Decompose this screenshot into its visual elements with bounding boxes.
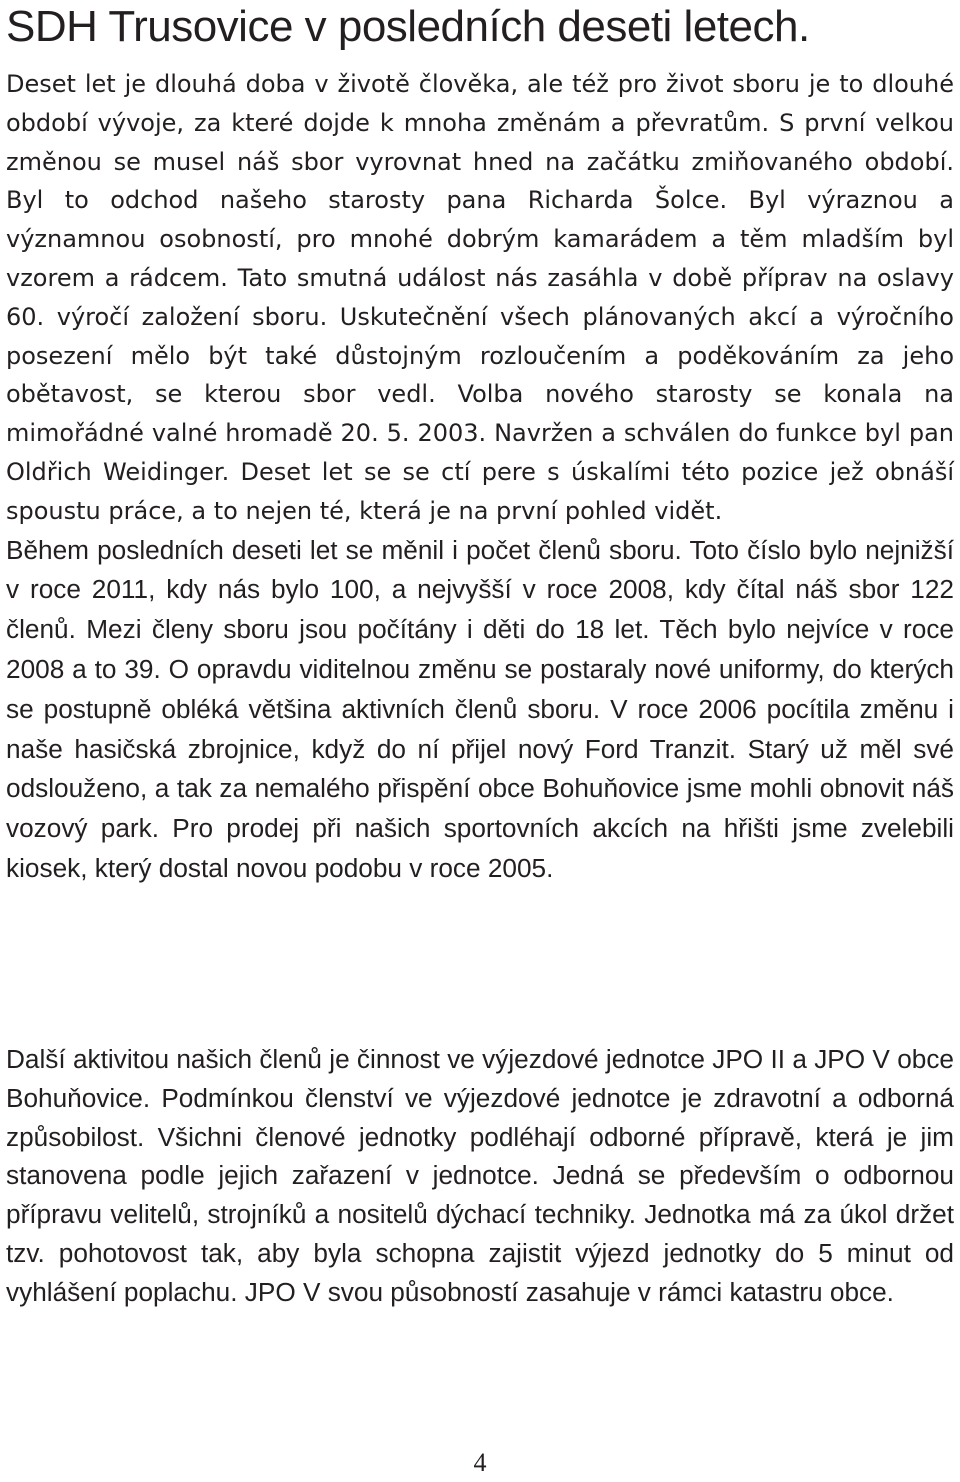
paragraph-1: Deset let je dlouhá doba v životě člověka, ale též pro život sboru je to dlouhé období vývoje, za které dojde k mnoha změnám a převratům. S první velkou změnou se musel náš sbor vyrovnat hned na začátku zmiňovaného období. Byl to odchod našeho starosty pana Richarda Šolce. Byl výraznou a významnou osobností, pro mnohé dobrým kamarádem a těm mladším byl vzorem a rádcem. Tato smutná událost nás zasáhla v době příprav na oslavy 60. výročí založení sboru. Uskutečnění všech plánovaných akcí a výročního posezení mělo být také důstojným rozloučením a poděkováním za jeho obětavost, se kterou sbor vedl. Volba nového starosty se konala na mimořádné valné hromadě 20. 5. 2003. Navržen a schválen do funkce byl pan Oldřich Weidinger. Deset let se se ctí pere s úskalími této pozice jež obnáší spoustu práce, a to nejen té, která je na první pohled vidět. [6, 70, 954, 525]
paragraph-3: Další aktivitou našich členů je činnost ve výjezdové jednotce JPO II a JPO V obce Bohuňovice. Podmínkou členství ve výjezdové jednotce je zdravotní a odborná způsobilost. Všichni členové jednotky podléhají odborné přípravě, která je jim stanovena podle jejich zařazení v jednotce. Jedná se především o odbornou přípravu velitelů, strojníků a nositelů dýchací techniky. Jednotka má za úkol držet tzv. pohotovost tak, aby byla schopna zajistit výjezd jednotky do 5 minut od vyhlášení poplachu. JPO V svou působností zasahuje v rámci katastru obce. [6, 1044, 954, 1307]
page-title: SDH Trusovice v posledních deseti letech. [6, 2, 810, 51]
article-body-top [6, 65, 954, 889]
paragraph-2: Během posledních deseti let se měnil i počet členů sboru. Toto číslo bylo nejnižší v roce 2011, kdy nás bylo 100, a nejvyšší v roce 2008, kdy čítal náš sbor 122 členů. Mezi členy sboru jsou počítány i děti do 18 let. Těch bylo nejvíce v roce 2008 a to 39. O opravdu viditelnou změnu se postaraly nové uniformy, do kterých se postupně obléká většina aktivních členů sboru. V roce 2006 pocítila změnu i naše hasičská zbrojnice, když do ní přijel nový Ford Tranzit. Starý už měl své odslouženo, a tak za nemalého přispění obce Bohuňovice jsme mohli obnovit náš vozový park. Pro prodej při našich sportovních akcích na hřišti jsme zvelebili kiosek, který dostal novou podobu v roce 2005. [6, 534, 954, 883]
page-number: 4 [473, 1448, 487, 1477]
